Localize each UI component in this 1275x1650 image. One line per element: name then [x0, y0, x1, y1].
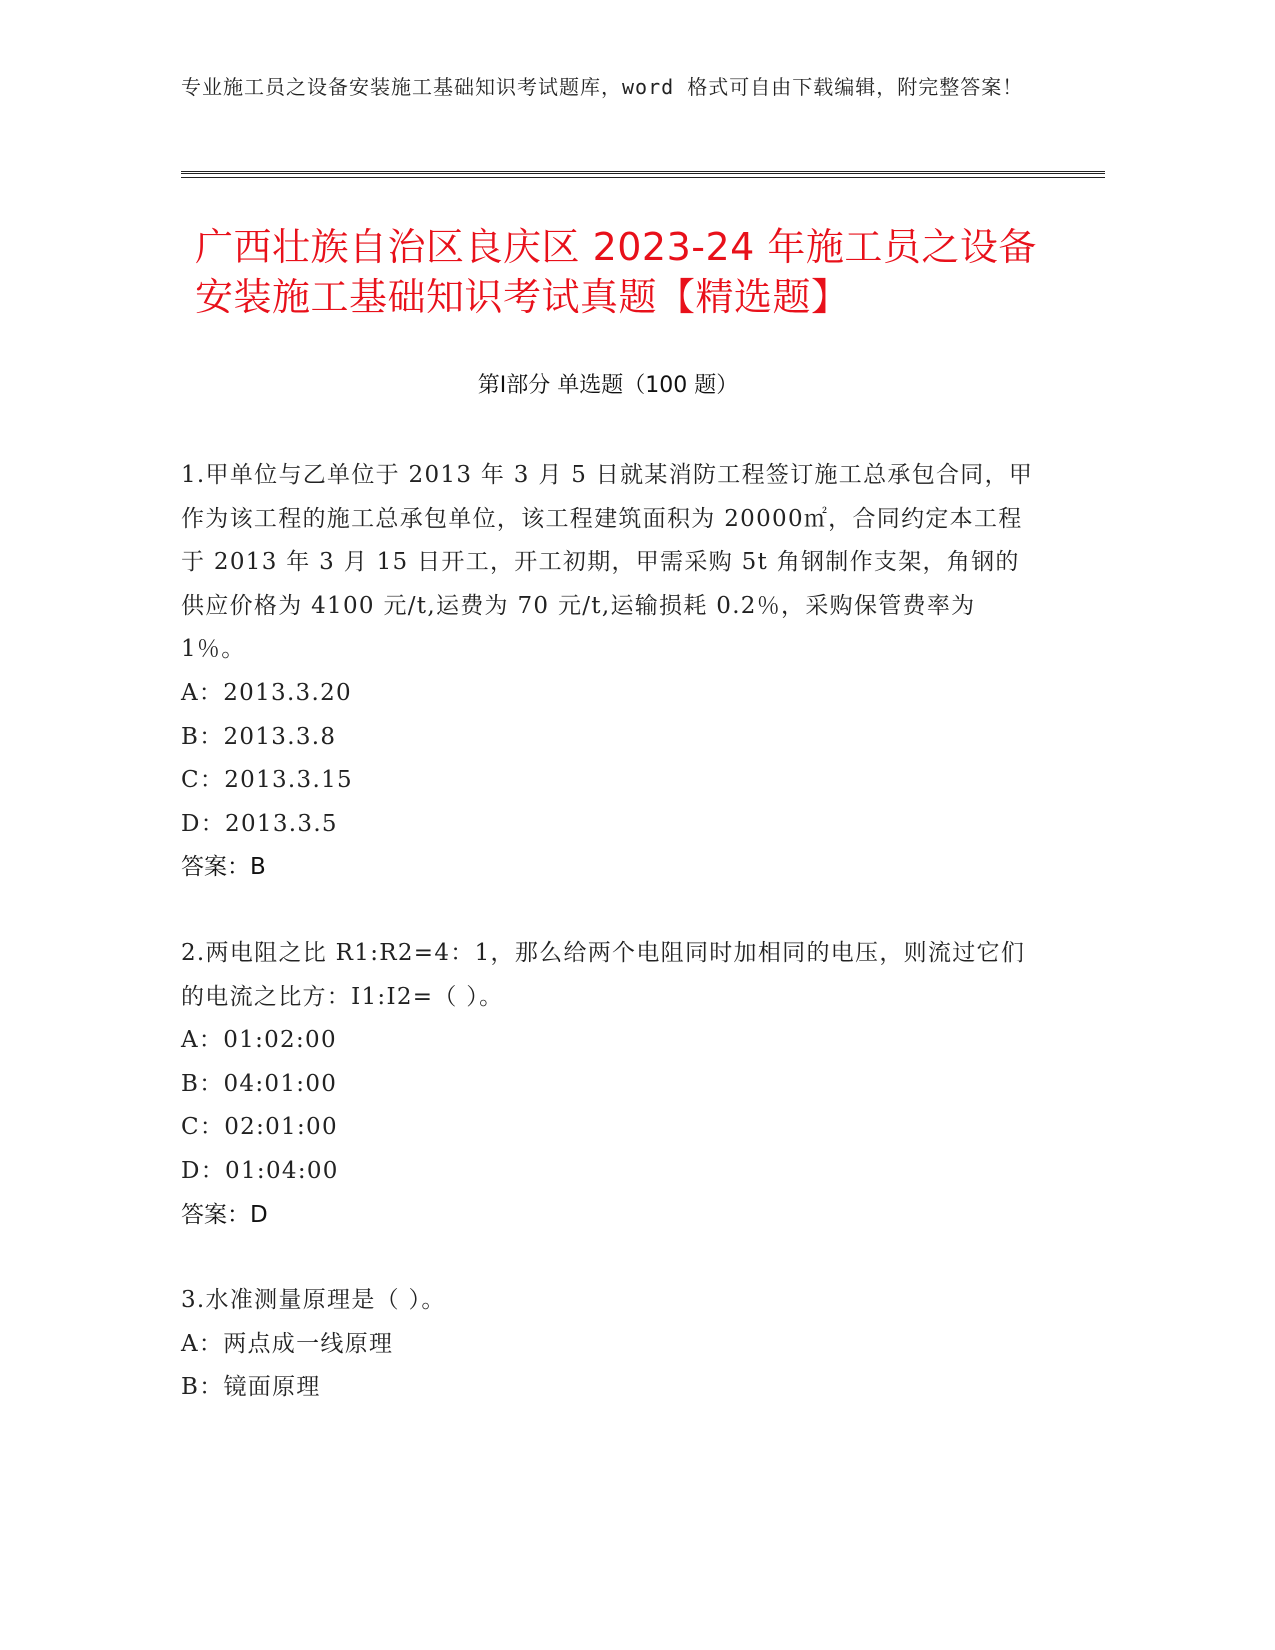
section-heading: 第Ⅰ部分 单选题（100 题）	[477, 373, 739, 398]
document-title: 广西壮族自治区良庆区 2023-24 年施工员之设备安装施工基础知识考试真题【精选题】	[195, 225, 1037, 319]
question-stem: 3.水准测量原理是（ ）。	[181, 1287, 446, 1314]
answer: 答案：D	[181, 1201, 268, 1228]
option-b: B：2013.3.8	[181, 723, 337, 750]
header-divider-thin	[181, 177, 1105, 178]
option-d: D：01:04:00	[181, 1157, 339, 1184]
question-1	[181, 454, 1041, 890]
question-stem: 1.甲单位与乙单位于 2013 年 3 月 5 日就某消防工程签订施工总承包合同，甲作为该工程的施工总承包单位，该工程建筑面积为 20000㎡，合同约定本工程于 2013 年 3 月 15 日开工，开工初期，甲需采购 5t 角钢制作支架，角钢的供应价格为 4100 元/t,运费为 70 元/t,运输损耗 0.2％，采购保管费率为 1％。	[181, 462, 1034, 663]
option-b: B：04:01:00	[181, 1070, 338, 1097]
answer: 答案：B	[181, 854, 266, 881]
option-b: B：镜面原理	[181, 1374, 321, 1401]
header-divider	[181, 171, 1105, 174]
option-c: C：02:01:00	[181, 1114, 338, 1141]
question-stem: 2.两电阻之比 R1:R2=4：1，那么给两个电阻同时加相同的电压，则流过它们的电流之比方：I1:I2=（ ）。	[181, 939, 1026, 1010]
option-a: A：2013.3.20	[181, 679, 352, 706]
option-c: C：2013.3.15	[181, 767, 353, 794]
option-a: A：01:02:00	[181, 1027, 337, 1054]
option-d: D：2013.3.5	[181, 810, 338, 837]
header-note: 专业施工员之设备安装施工基础知识考试题库，word 格式可自由下载编辑，附完整答案！	[181, 75, 1024, 99]
question-2	[181, 932, 1041, 1237]
question-3	[181, 1279, 1041, 1410]
question-list	[181, 454, 1041, 1452]
option-a: A：两点成一线原理	[181, 1330, 394, 1357]
